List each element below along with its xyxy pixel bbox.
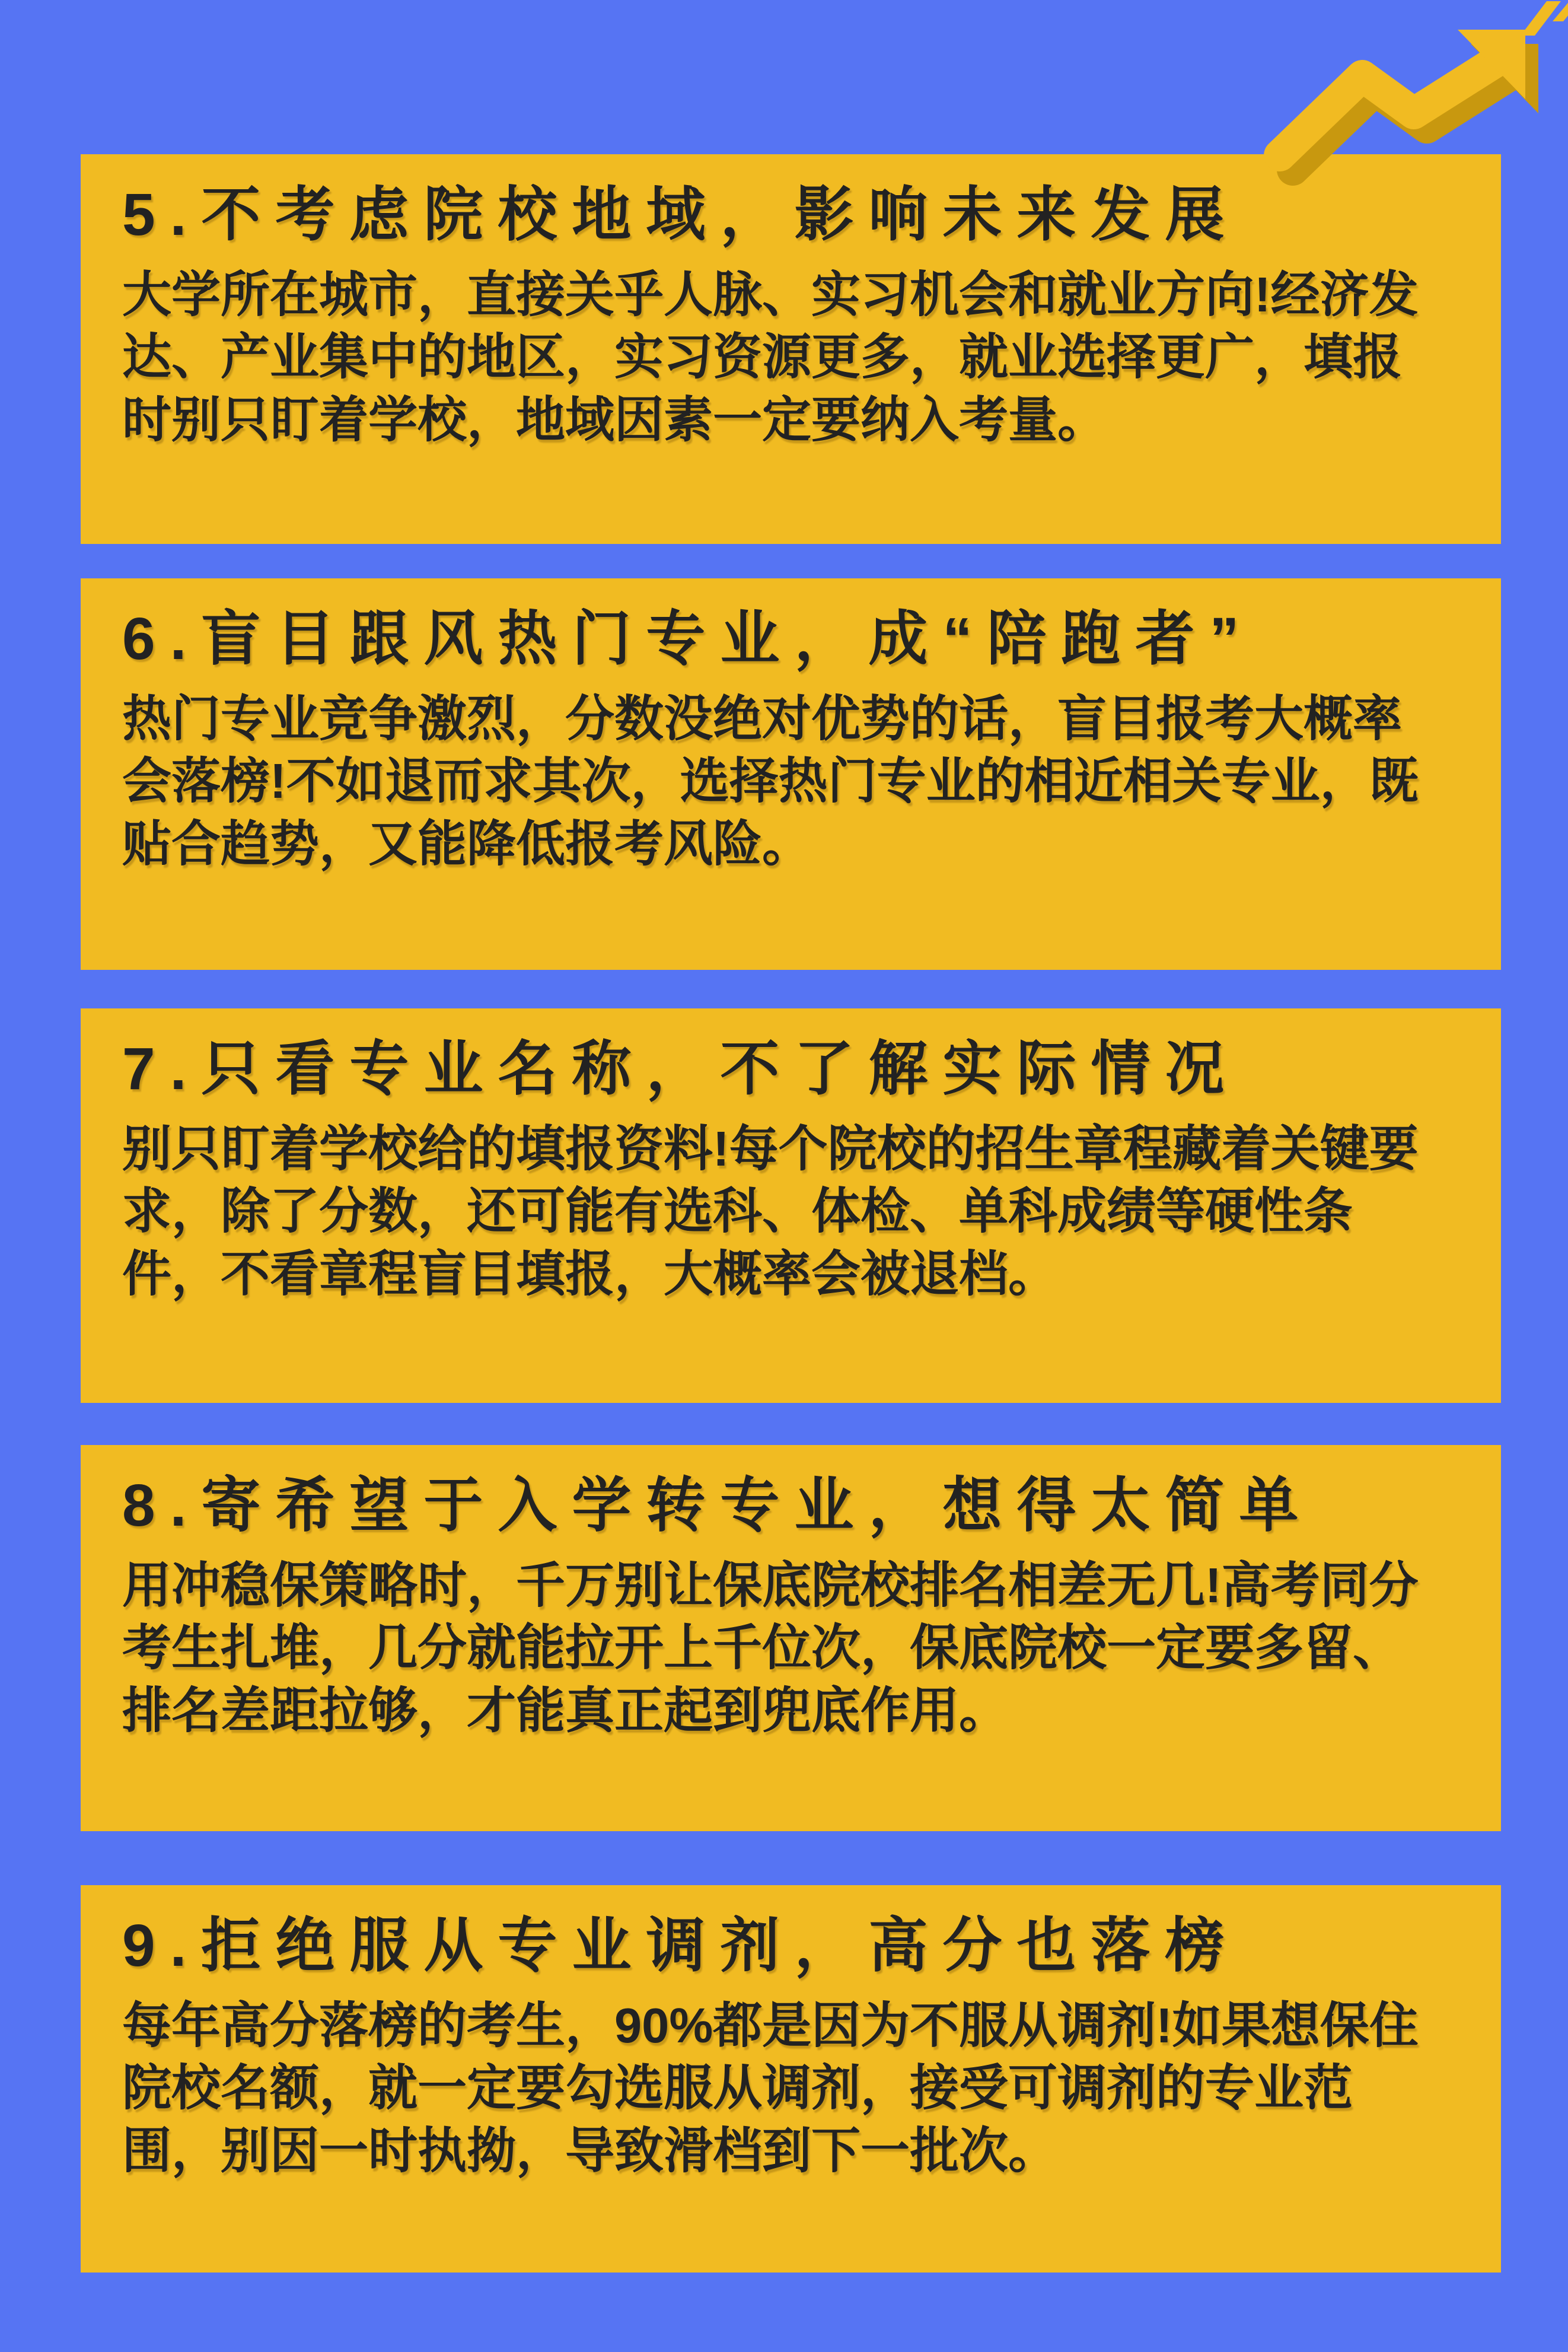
- tip-title: 7.只看专业名称，不了解实际情况: [122, 1036, 1239, 1102]
- tip-card-7: [81, 1008, 1501, 1403]
- tip-card-8: [81, 1445, 1501, 1831]
- trending-up-arrow-icon: [1245, 0, 1568, 202]
- tip-card-9: [81, 1885, 1501, 2273]
- tip-body: 热门专业竞争激烈，分数没绝对优势的话，盲目报考大概率会落榜!不如退而求其次，选择热门专业的相近相关专业，既贴合趋势，又能降低报考风险。: [122, 691, 1419, 871]
- tip-body: 大学所在城市，直接关乎人脉、实习机会和就业方向!经济发达、产业集中的地区，实习资源更多，就业选择更广，填报时别只盯着学校，地域因素一定要纳入考量。: [122, 267, 1419, 447]
- tip-card-6: [81, 578, 1501, 970]
- tip-title: 9.拒绝服从专业调剂，高分也落榜: [122, 1912, 1239, 1979]
- tip-body: 每年高分落榜的考生，90%都是因为不服从调剂!如果想保住院校名额，就一定要勾选服从调剂，接受可调剂的专业范围，别因一时执拗，导致滑档到下一批次。: [122, 1998, 1419, 2178]
- tip-title: 6.盲目跟风热门专业，成“陪跑者”: [122, 606, 1254, 672]
- tip-title: 5.不考虑院校地域，影响未来发展: [122, 182, 1239, 248]
- tip-body: 别只盯着学校给的填报资料!每个院校的招生章程藏着关键要求，除了分数，还可能有选科、体检、单科成绩等硬性条件，不看章程盲目填报，大概率会被退档。: [122, 1121, 1419, 1301]
- tip-card-5: [81, 154, 1501, 544]
- tip-body: 用冲稳保策略时，千万别让保底院校排名相差无几!高考同分考生扎堆，几分就能拉开上千位次，保底院校一定要多留、排名差距拉够，才能真正起到兜底作用。: [122, 1558, 1419, 1738]
- tip-title: 8.寄希望于入学转专业，想得太简单: [122, 1472, 1314, 1539]
